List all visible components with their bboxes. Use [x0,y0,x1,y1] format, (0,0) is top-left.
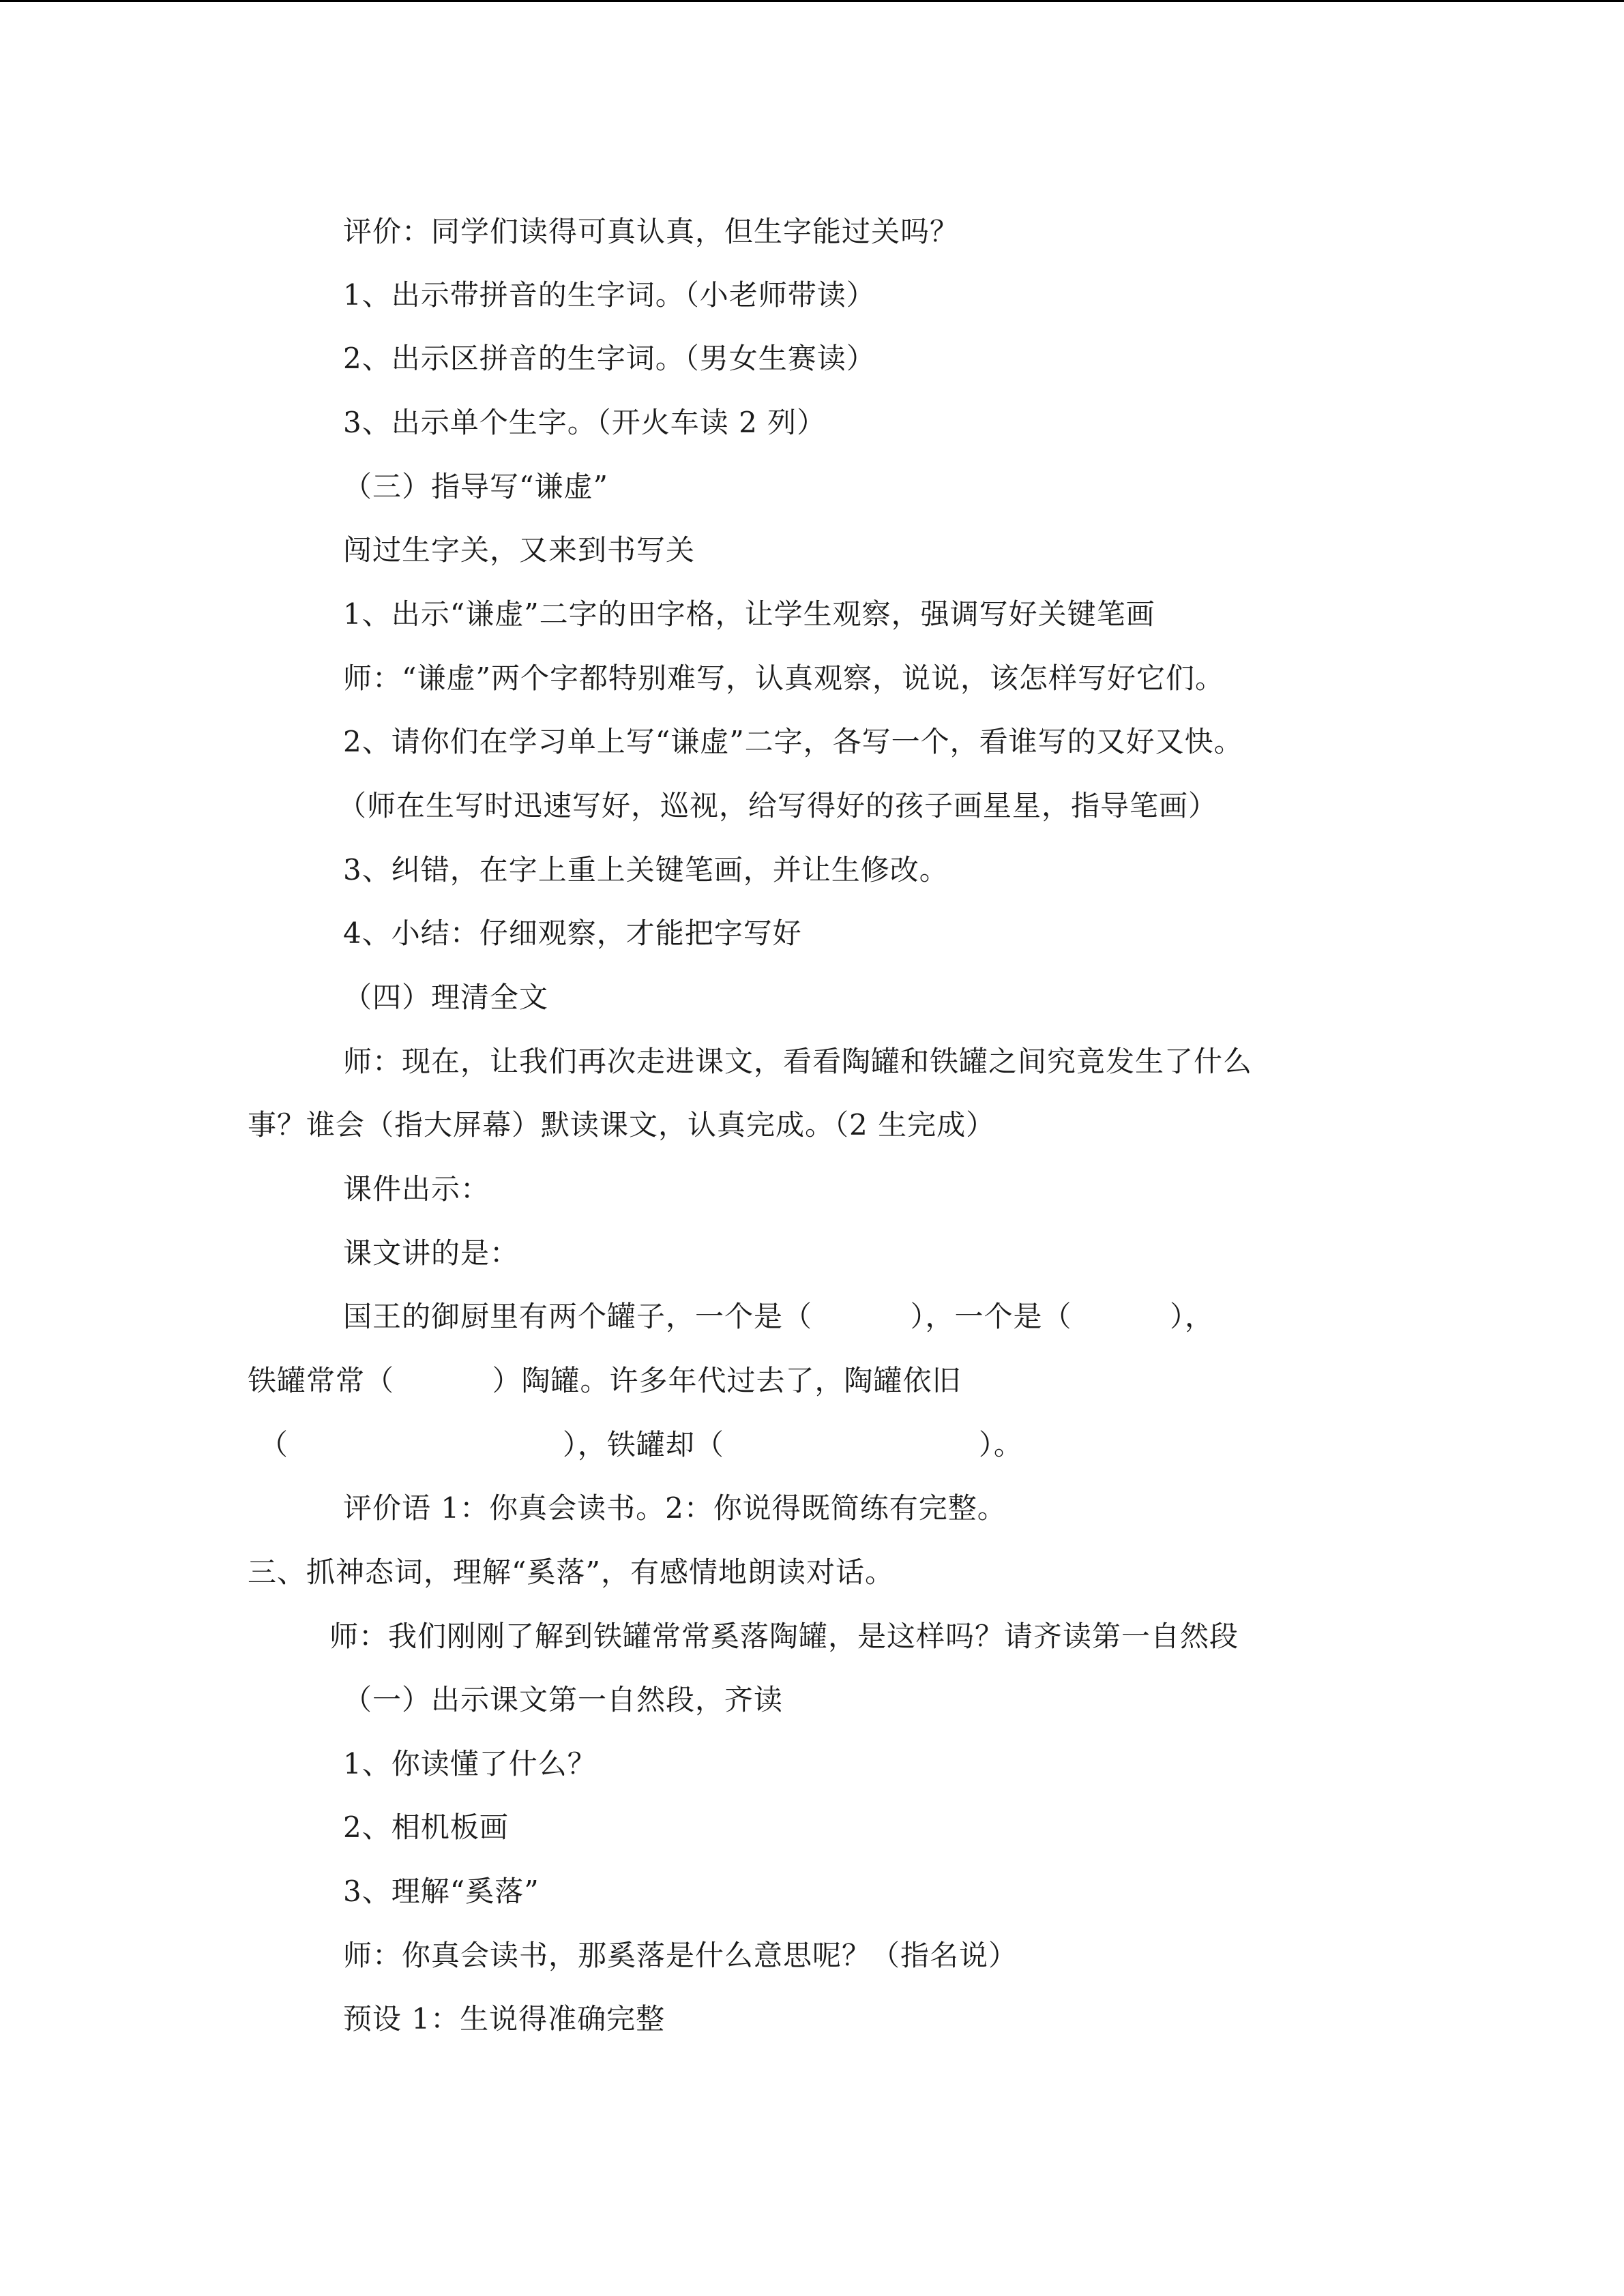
text-line: 课文讲的是： [343,1236,520,1270]
text-line: （师在生写时迅速写好，巡视，给写得好的孩子画星星，指导笔画） [338,789,1218,822]
text-line: 1、出示带拼音的生字词。（小老师带读） [343,278,876,312]
text-line: 2、请你们在学习单上写“谦虚”二字，各写一个，看谁写的又好又快。 [343,725,1243,758]
section-heading: 三、抓神态词，理解“奚落”，有感情地朗读对话。 [248,1555,894,1589]
section-heading: （四）理清全文 [343,981,549,1014]
text-line: 师：你真会读书，那奚落是什么意思呢？（指名说） [343,1939,1018,1972]
text-line: 事？谁会（指大屏幕）默读课文，认真完成。（2 生完成） [248,1108,996,1142]
text-line: 2、出示区拼音的生字词。（男女生赛读） [343,342,876,375]
text-line: 4、小结：仔细观察，才能把字写好 [343,916,802,950]
text-line: 2、相机板画 [343,1810,509,1844]
fill-blank-line: 铁罐常常（ ）陶罐。许多年代过去了，陶罐依旧 [248,1364,962,1397]
section-heading: （三）指导写“谦虚” [343,470,608,503]
section-heading: （一）出示课文第一自然段，齐读 [343,1683,784,1716]
text-line: 师：现在，让我们再次走进课文，看看陶罐和铁罐之间究竟发生了什么 [343,1045,1253,1078]
text-line: 评价：同学们读得可真认真，但生字能过关吗？ [343,215,960,248]
text-line: 课件出示： [343,1172,490,1206]
text-line: 师：“谦虚”两个字都特别难写，认真观察，说说，该怎样写好它们。 [343,661,1224,695]
text-line: 3、纠错，在字上重上关键笔画，并让生修改。 [343,853,949,886]
text-line: 闯过生字关，又来到书写关 [343,533,696,567]
text-line: 师：我们刚刚了解到铁罐常常奚落陶罐，是这样吗？请齐读第一自然段 [329,1620,1239,1653]
fill-blank-line: 国王的御厨里有两个罐子，一个是（ ），一个是（ ）， [343,1300,1215,1333]
text-line: 3、出示单个生字。（开火车读 2 列） [343,406,827,439]
text-line: 评价语 1：你真会读书。2：你说得既简练有完整。 [343,1491,1007,1525]
text-line: 1、出示“谦虚”二字的田字格，让学生观察，强调写好关键笔画 [343,597,1155,631]
fill-blank-line: （ ），铁罐却（ ）。 [259,1428,1023,1461]
text-line: 预设 1：生说得准确完整 [343,2002,666,2036]
text-line: 3、理解“奚落” [343,1875,540,1908]
text-line: 1、你读懂了什么？ [343,1747,597,1780]
